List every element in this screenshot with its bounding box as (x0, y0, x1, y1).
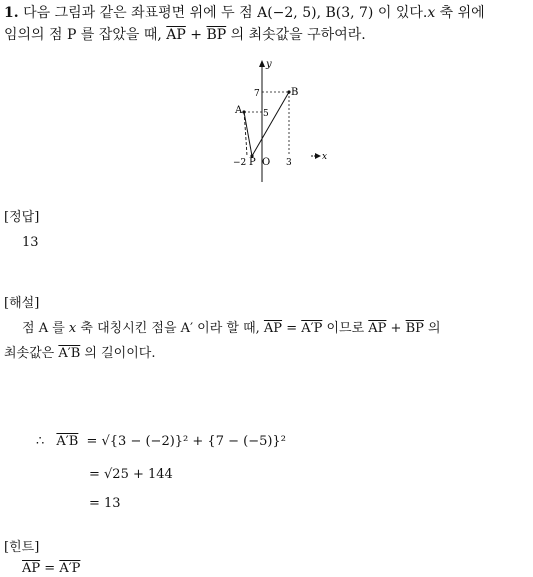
expl-text-1c: 이므로 (322, 321, 369, 336)
expl-equals: = (282, 321, 302, 336)
segment-bp: $\overline{BP}$ (206, 27, 227, 43)
plus-sign: + (185, 27, 207, 43)
label-p: P (249, 157, 256, 168)
equation-lhs: A′B (56, 434, 79, 449)
point-a (242, 110, 245, 113)
expl-text-2a: 최솟값은 (4, 346, 59, 361)
problem-var-x: x (427, 5, 436, 21)
expl-segment-aprime-p: A′P (301, 321, 323, 336)
label-origin: O (262, 157, 271, 168)
label-a: A (235, 105, 243, 116)
tick-label-y5: 5 (263, 109, 269, 119)
therefore-symbol: ∴ (36, 434, 45, 449)
tick-label-x3: 3 (286, 158, 292, 168)
segment-ap: $\overline{AP}$ (166, 27, 186, 43)
problem-number: 1. (4, 5, 19, 21)
expl-segment-ap: $\overline{AP}$ (263, 321, 283, 336)
explanation-line-2 (4, 347, 155, 360)
label-b: B (291, 87, 299, 98)
equation-1-rhs: = √{3 − (−2)}² + {7 − (−5)}² (86, 434, 286, 449)
problem-line-1 (4, 6, 485, 20)
expl-segment-ap-2: $\overline{AP}$ (368, 321, 387, 336)
explanation-line-1 (22, 322, 441, 335)
expl-text-1a: 점 A 를 (22, 321, 69, 336)
hint-equals: = (40, 561, 60, 576)
y-axis-arrow (259, 60, 265, 67)
answer-value: 13 (22, 235, 39, 250)
answer-heading: [정답] (4, 210, 40, 225)
expl-segment-aprime-b: A′B (58, 346, 81, 361)
expl-segment-bp: $\overline{BP}$ (405, 321, 424, 336)
expl-text-1d: 의 (423, 321, 441, 336)
equation-2: = √25 + 144 (89, 467, 173, 482)
expl-text-1b: 축 대칭시킨 점을 A′ 이라 할 때, (76, 321, 264, 336)
expl-plus: + (386, 321, 406, 336)
problem-text-2a: 임의의 점 P 를 잡았을 때, (4, 27, 167, 43)
tick-label-y7: 7 (254, 89, 260, 99)
problem-text: 다음 그림과 같은 좌표평면 위에 두 점 A(−2, 5), B(3, 7) 이 있다. (23, 5, 428, 21)
equation-1 (36, 435, 286, 448)
problem-text-tail: 축 위에 (435, 5, 485, 21)
x-axis-arrow (315, 153, 321, 159)
hint-heading: [힌트] (4, 540, 40, 555)
y-axis-label: y (266, 59, 272, 70)
equation-3: = 13 (89, 496, 121, 511)
hint-segment-aprime-p: A′P (59, 561, 81, 576)
tick-label-xm2: −2 (233, 158, 247, 168)
segment-pb-line (252, 92, 289, 156)
hint-segment-ap: $\overline{AP}$ (22, 561, 41, 576)
coordinate-figure (0, 58, 533, 188)
x-axis-label: x (322, 152, 328, 162)
expl-text-2b: 의 길이이다. (80, 346, 156, 361)
problem-text-2b: 의 최솟값을 구하여라. (226, 27, 366, 43)
problem-line-2 (4, 28, 366, 42)
hint-equation (22, 562, 80, 575)
explanation-heading: [해설] (4, 296, 40, 311)
expl-var-x: x (68, 321, 77, 336)
